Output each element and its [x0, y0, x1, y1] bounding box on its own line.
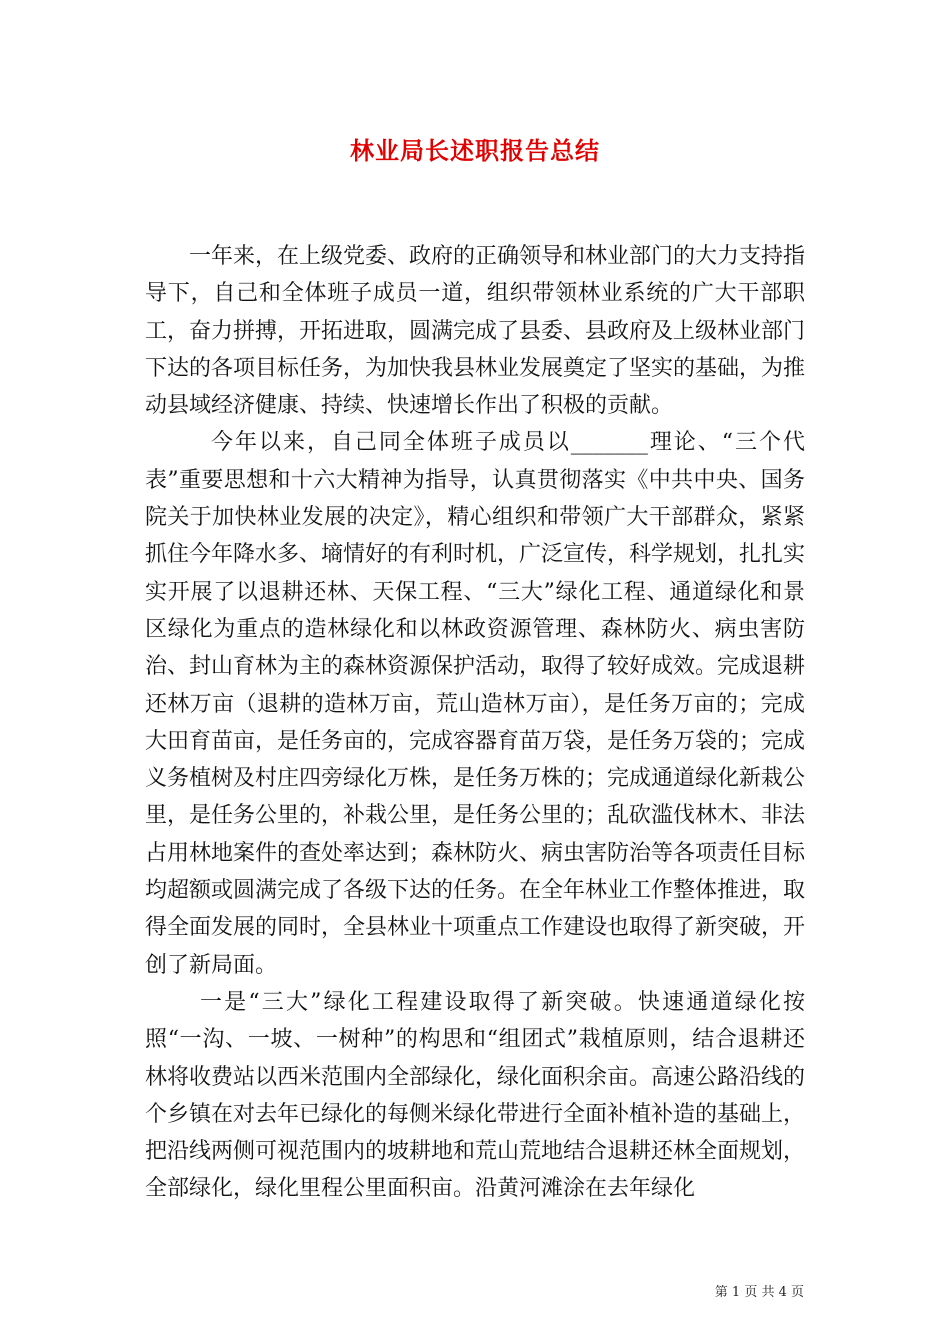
document-title: 林业局长述职报告总结 — [350, 136, 600, 165]
paragraph-1: 一年来，在上级党委、政府的正确领导和林业部门的大力支持指导下，自己和全体班子成员一道，组织带领林业系统的广大干部职工，奋力拼搏，开拓进取，圆满完成了县委、县政府及上级林业部门下达的各项目标任务，为加快我县林业发展奠定了坚实的基础，为推动县域经济健康、持续、快速增长作出了积极的贡献。 — [145, 244, 806, 419]
paragraph-3: 一是“三大”绿化工程建设取得了新突破。快速通道绿化按照“一沟、一坡、一树种”的构思和“组团式”栽植原则，结合退耕还林将收费站以西米范围内全部绿化，绿化面积余亩。高速公路沿线的个乡镇在对去年已绿化的每侧米绿化带进行全面补植补造的基础上，把沿线两侧可视范围内的坡耕地和荒山荒地结合退耕还林全面规划，全部绿化，绿化里程公里面积亩。沿黄河滩涂在去年绿化 — [145, 989, 806, 1202]
page-number: 第 1 页 共 4 页 — [714, 1285, 804, 1300]
paragraph-2: 今年以来，自己同全体班子成员以_______理论、“三个代表”重要思想和十六大精神为指导，认真贯彻落实《中共中央、国务院关于加快林业发展的决定》，精心组织和带领广大干部群众，紧紧抓住今年降水多、墒情好的有利时机，广泛宣传，科学规划，扎扎实实开展了以退耕还林、天保工程、“三大”绿化工程、通道绿化和景区绿化为重点的造林绿化和以林政资源管理、森林防火、病虫害防治、封山育林为主的森林资源保护活动，取得了较好成效。完成退耕还林万亩（退耕的造林万亩，荒山造林万亩），是任务万亩的；完成大田育苗亩，是任务亩的，完成容器育苗万袋，是任务万袋的；完成义务植树及村庄四旁绿化万株，是任务万株的；完成通道绿化新栽公里，是任务公里的，补栽公里，是任务公里的；乱砍滥伐林木、非法占用林地案件的查处率达到；森林防火、病虫害防治等各项责任目标均超额或圆满完成了各级下达的任务。在全年林业工作整体推进，取得全面发展的同时，全县林业十项重点工作建设也取得了新突破，开创了新局面。 — [145, 430, 806, 978]
document-body — [145, 238, 805, 1208]
